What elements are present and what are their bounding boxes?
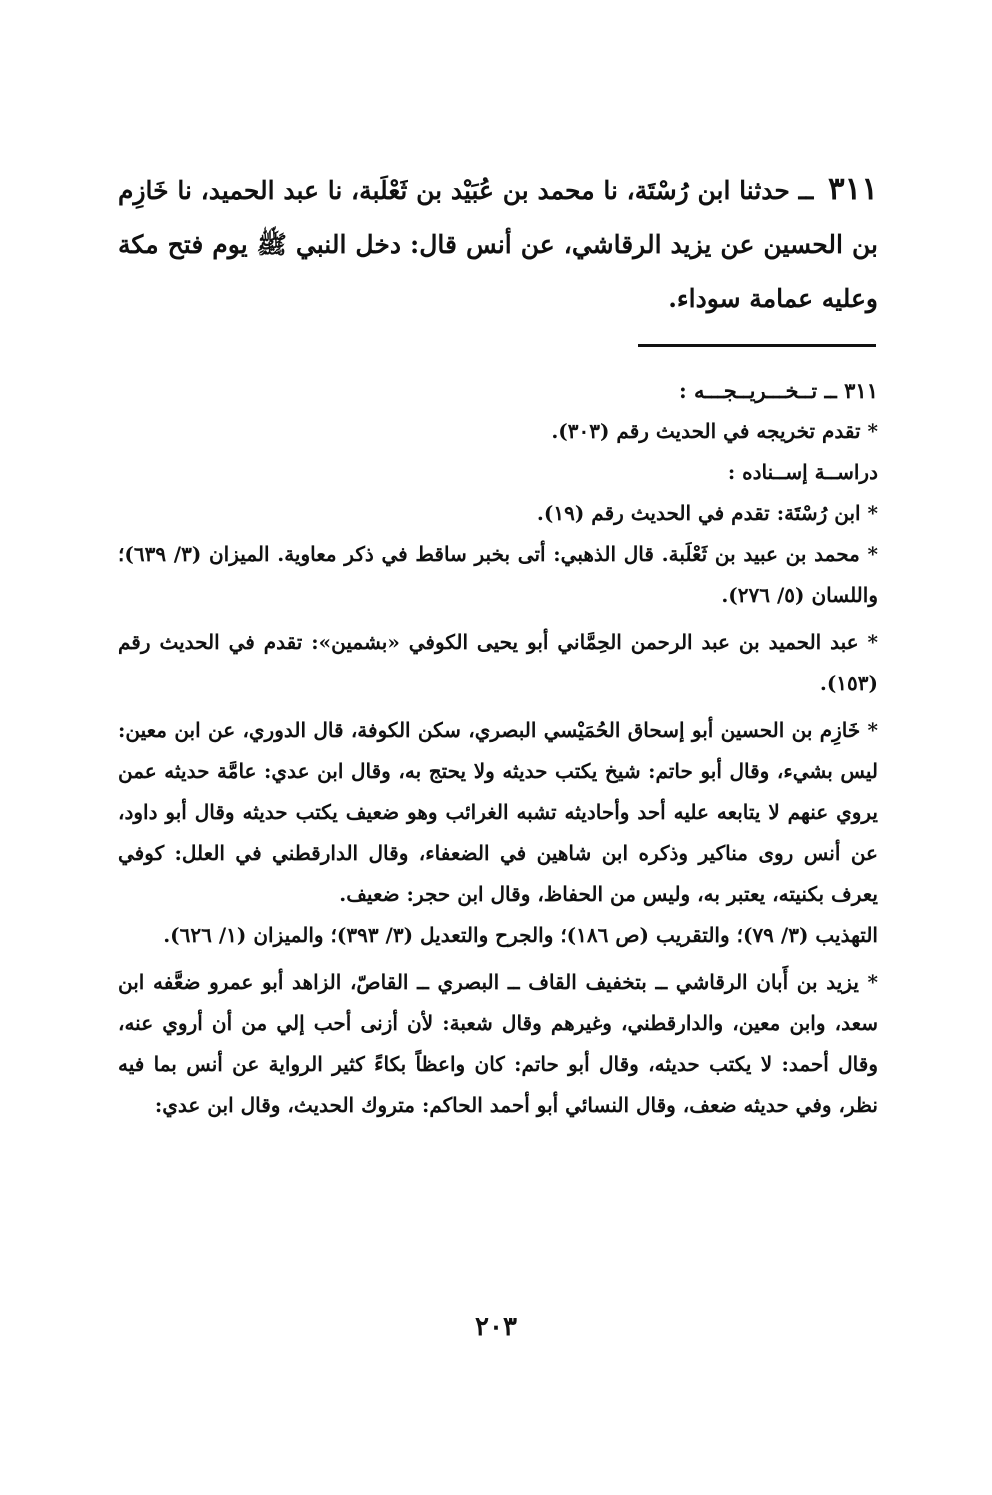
page-number: ٢٠٣ <box>475 1312 517 1342</box>
isnad-heading: دراســة إســناده : <box>727 460 878 484</box>
footnote-divider <box>638 344 876 347</box>
footnotes <box>118 370 878 1126</box>
hadith-text <box>118 162 878 326</box>
narrator-note-yazid: * يزيد بن أَبان الرقاشي ــ بتخفيف القاف ــ البصري ــ القاصّ، الزاهد أبو عمرو ضعَّفه ابن سعد، وابن معين، والدارقطني، وغيرهم وقال شعبة: لأن أزنى أحب إلي من أن أروي عنه، وقال أحمد: لا يكتب حديثه، وقال أبو حاتم: كان واعظاً بكاءً كثير الرواية عن أنس بما فيه نظر، وفي حديثه ضعف، وقال النسائي أبو أحمد الحاكم: متروك الحديث، وقال ابن عدي: <box>118 970 878 1117</box>
hadith-number: ٣١١ <box>828 171 878 207</box>
narrator-note-abd-al-hamid: * عبد الحميد بن عبد الرحمن الحِمَّاني أبو يحيى الكوفي «بشمين»: تقدم في الحديث رقم (١٥٣). <box>118 630 878 695</box>
narrator-note-khazim: * خَازِم بن الحسين أبو إسحاق الحُمَيْسي البصري، سكن الكوفة، قال الدوري، عن ابن معين: ليس بشيء، وقال أبو حاتم: شيخ يكتب حديثه ولا يحتج به، وقال ابن عدي: عامَّة حديثه عمن يروي عنهم لا يتابعه عليه أحد وأحاديثه تشبه الغرائب وهو ضعيف يكتب حديثه وقال أبو داود، عن أنس روى مناكير وذكره ابن شاهين في الضعفاء، وقال الدارقطني في العلل: كوفي يعرف بكنيته، يعتبر به، وليس من الحفاظ، وقال ابن حجر: ضعيف. <box>118 718 878 906</box>
hadith-body: ــ حدثنا ابن رُسْتَة، نا محمد بن عُبَيْد بن ثَعْلَبة، نا عبد الحميد، نا خَازِم بن الحسين عن يزيد الرقاشي، عن أنس قال: دخل النبي ﷺ يوم فتح مكة وعليه عمامة سوداء. <box>118 176 878 313</box>
narrator-note-khazim-sources: التهذيب (٣/ ٧٩)؛ والتقريب (ص ١٨٦)؛ والجرح والتعديل (٣/ ٣٩٣)؛ والميزان (١/ ٦٢٦). <box>163 923 878 947</box>
takhrij-heading: ٣١١ ــ تــخـــريــجـــه : <box>678 378 878 403</box>
takhrij-note: * تقدم تخريجه في الحديث رقم (٣٠٣). <box>551 419 878 443</box>
narrator-note-muhammad-ibn-ubaid: * محمد بن عبيد بن ثَعْلَبة. قال الذهبي: أتى بخبر ساقط في ذكر معاوية. الميزان (٣/ ٦٣٩)؛ واللسان (٥/ ٢٧٦). <box>118 542 878 607</box>
narrator-note-ibn-rustah: * ابن رُسْتَة: تقدم في الحديث رقم (١٩). <box>536 501 878 525</box>
